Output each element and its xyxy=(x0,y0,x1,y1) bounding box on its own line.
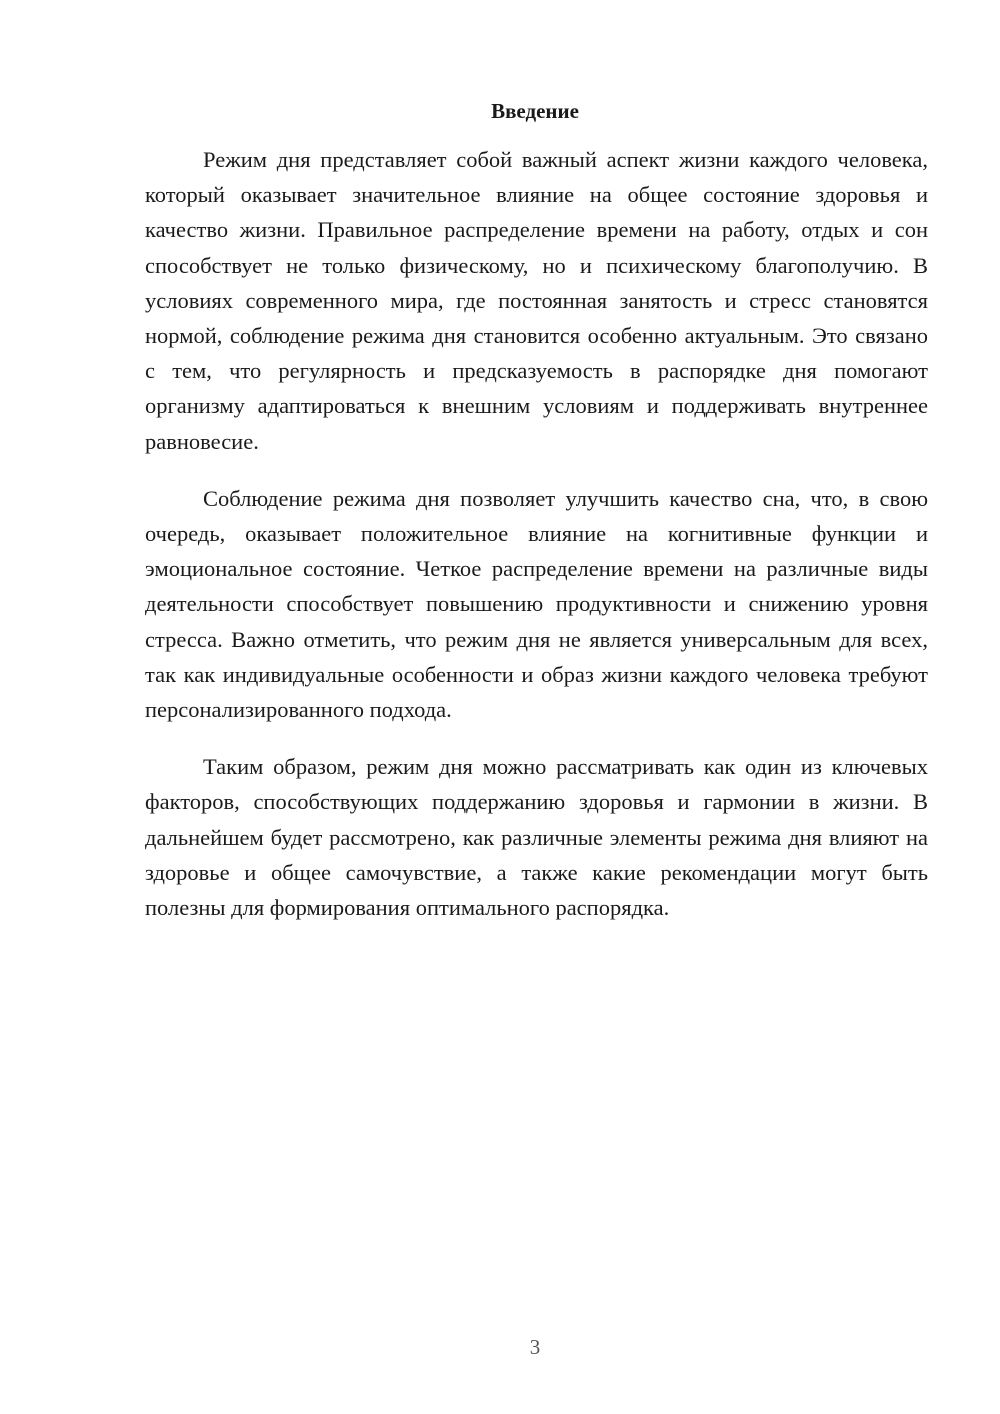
paragraph-1: Режим дня представляет собой важный аспект жизни каждого человека, который оказывает значительное влияние на общее состояние здоровья и качество жизни. Правильное распределение времени на работу, отдых и сон способствует не только физическому, но и психическому благополучию. В условиях современного мира, где постоянная занятость и стресс становятся нормой, соблюдение режима дня становится особенно актуальным. Это связано с тем, что регулярность и предсказуемость в распорядке дня помогают организму адаптироваться к внешним условиям и поддерживать внутреннее равновесие. xyxy=(145,147,928,454)
paragraph-3: Таким образом, режим дня можно рассматривать как один из ключевых факторов, способствующих поддержанию здоровья и гармонии в жизни. В дальнейшем будет рассмотрено, как различные элементы режима дня влияют на здоровье и общее самочувствие, а также какие рекомендации могут быть полезны для формирования оптимального распорядка. xyxy=(145,754,928,921)
body-text xyxy=(145,142,928,947)
page-number: 3 xyxy=(529,1335,541,1359)
section-title: Введение xyxy=(491,99,579,123)
paragraph-2: Соблюдение режима дня позволяет улучшить качество сна, что, в свою очередь, оказывает положительное влияние на когнитивные функции и эмоциональное состояние. Четкое распределение времени на различные виды деятельности способствует повышению продуктивности и снижению уровня стресса. Важно отметить, что режим дня не является универсальным для всех, так как индивидуальные особенности и образ жизни каждого человека требуют персонализированного подхода. xyxy=(145,485,928,723)
